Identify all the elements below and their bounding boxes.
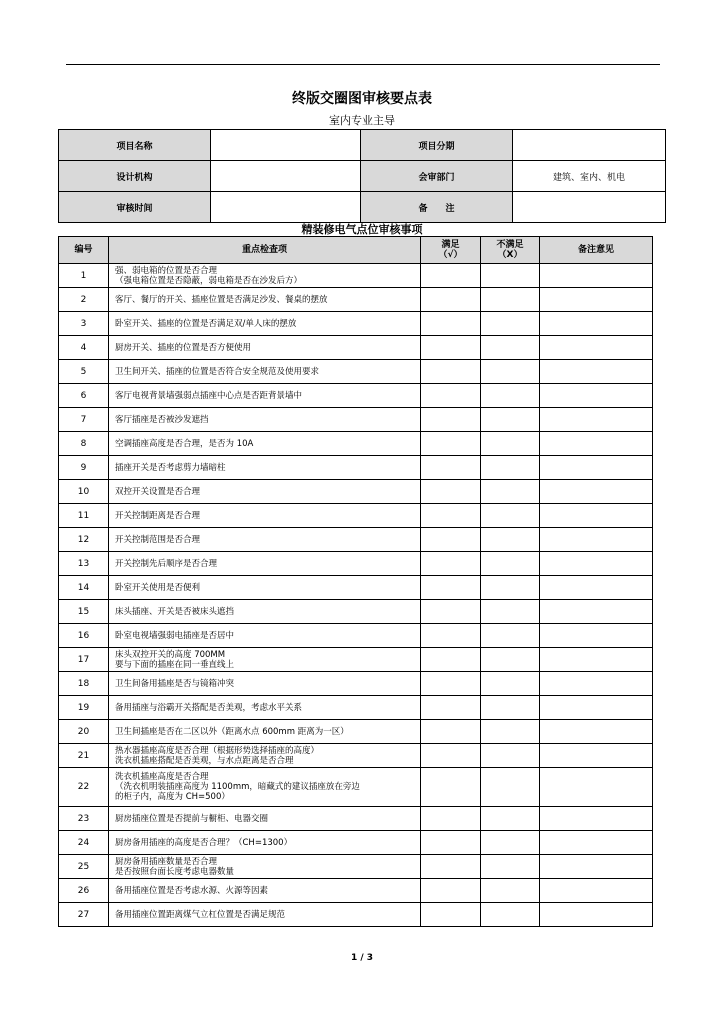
not-ok-cell (481, 312, 540, 336)
row-number: 16 (59, 624, 109, 648)
column-header-ok: 满足 （√） (421, 237, 481, 264)
not-ok-cell (481, 879, 540, 903)
column-header-num: 编号 (59, 237, 109, 264)
check-item: 客厅、餐厅的开关、插座位置是否满足沙发、餐桌的摆放 (109, 288, 421, 312)
table-row (59, 264, 653, 288)
row-number: 6 (59, 384, 109, 408)
table-row (59, 696, 653, 720)
check-item: 床头插座、开关是否被床头遮挡 (109, 600, 421, 624)
ok-cell (421, 720, 481, 744)
ok-cell (421, 768, 481, 807)
check-item: 客厅电视背景墙强弱点插座中心点是否距背景墙中 (109, 384, 421, 408)
notes-cell (540, 600, 653, 624)
check-item: 卧室开关、插座的位置是否满足双/单人床的摆放 (109, 312, 421, 336)
not-ok-cell (481, 576, 540, 600)
not-ok-cell (481, 831, 540, 855)
notes-cell (540, 768, 653, 807)
ok-cell (421, 528, 481, 552)
notes-cell (540, 456, 653, 480)
table-row (59, 855, 653, 879)
table-row (59, 552, 653, 576)
table-row (59, 903, 653, 927)
row-number: 19 (59, 696, 109, 720)
checklist-body (59, 264, 653, 927)
table-row (59, 720, 653, 744)
review-time-value (211, 192, 361, 223)
page-number: 1 / 3 (350, 953, 374, 963)
notes-cell (540, 807, 653, 831)
not-ok-cell (481, 432, 540, 456)
ok-cell (421, 480, 481, 504)
info-row (59, 192, 666, 223)
ok-cell (421, 600, 481, 624)
design-org-label: 设计机构 (59, 161, 211, 192)
row-number: 13 (59, 552, 109, 576)
ok-cell (421, 384, 481, 408)
notes-cell (540, 552, 653, 576)
row-number: 24 (59, 831, 109, 855)
check-item: 备用插座位置是否考虑水源、火源等因素 (109, 879, 421, 903)
check-item: 卫生间插座是否在二区以外（距离水点 600mm 距离为一区） (109, 720, 421, 744)
review-dept-value: 建筑、室内、机电 (513, 161, 666, 192)
ok-cell (421, 855, 481, 879)
row-number: 4 (59, 336, 109, 360)
project-name-value (211, 130, 361, 161)
check-item: 开关控制范围是否合理 (109, 528, 421, 552)
ok-cell (421, 312, 481, 336)
check-item: 客厅插座是否被沙发遮挡 (109, 408, 421, 432)
not-ok-cell (481, 807, 540, 831)
check-item: 开关控制距离是否合理 (109, 504, 421, 528)
not-ok-cell (481, 384, 540, 408)
notes-cell (540, 879, 653, 903)
ok-cell (421, 672, 481, 696)
ok-cell (421, 879, 481, 903)
not-ok-cell (481, 456, 540, 480)
not-ok-cell (481, 744, 540, 768)
check-item: 厨房备用插座数量是否合理 是否按照台面长度考虑电器数量 (109, 855, 421, 879)
table-row (59, 879, 653, 903)
check-item: 插座开关是否考虑剪力墙暗柱 (109, 456, 421, 480)
remarks-value (513, 192, 666, 223)
document-title: 终版交圈图审核要点表 (292, 91, 432, 107)
project-phase-label: 项目分期 (361, 130, 513, 161)
table-row (59, 744, 653, 768)
row-number: 10 (59, 480, 109, 504)
check-item: 卧室开关使用是否便利 (109, 576, 421, 600)
notes-cell (540, 624, 653, 648)
notes-cell (540, 528, 653, 552)
notes-cell (540, 384, 653, 408)
not-ok-cell (481, 480, 540, 504)
table-row (59, 648, 653, 672)
ok-cell (421, 807, 481, 831)
row-number: 8 (59, 432, 109, 456)
table-row (59, 408, 653, 432)
table-row (59, 384, 653, 408)
notes-cell (540, 696, 653, 720)
checklist-table (58, 236, 653, 927)
ok-cell (421, 360, 481, 384)
row-number: 18 (59, 672, 109, 696)
document-subtitle: 室内专业主导 (329, 114, 395, 127)
row-number: 12 (59, 528, 109, 552)
row-number: 5 (59, 360, 109, 384)
row-number: 3 (59, 312, 109, 336)
row-number: 15 (59, 600, 109, 624)
checklist-header-row (59, 237, 653, 264)
not-ok-cell (481, 768, 540, 807)
check-item: 热水器插座高度是否合理（根据形势选择插座的高度） 洗衣机插座搭配是否美观，与水点距离是否合理 (109, 744, 421, 768)
not-ok-cell (481, 264, 540, 288)
ok-cell (421, 903, 481, 927)
check-item: 强、弱电箱的位置是否合理 （强电箱位置是否隐蔽，弱电箱是否在沙发后方） (109, 264, 421, 288)
not-ok-cell (481, 696, 540, 720)
notes-cell (540, 672, 653, 696)
row-number: 14 (59, 576, 109, 600)
notes-cell (540, 408, 653, 432)
row-number: 11 (59, 504, 109, 528)
notes-cell (540, 264, 653, 288)
check-item: 开关控制先后顺序是否合理 (109, 552, 421, 576)
review-dept-label: 会审部门 (361, 161, 513, 192)
table-row (59, 288, 653, 312)
section-title: 精装修电气点位审核事项 (301, 223, 423, 236)
check-item: 洗衣机插座高度是否合理 （洗衣机明装插座高度为 1100mm，暗藏式的建议插座放在旁边 的柜子内，高度为 CH=500） (109, 768, 421, 807)
notes-cell (540, 336, 653, 360)
not-ok-cell (481, 408, 540, 432)
not-ok-cell (481, 528, 540, 552)
ok-cell (421, 624, 481, 648)
row-number: 27 (59, 903, 109, 927)
header-rule (66, 64, 660, 65)
ok-cell (421, 696, 481, 720)
table-row (59, 432, 653, 456)
not-ok-cell (481, 336, 540, 360)
notes-cell (540, 903, 653, 927)
ok-cell (421, 456, 481, 480)
row-number: 20 (59, 720, 109, 744)
table-row (59, 504, 653, 528)
check-item: 卧室电视墙强弱电插座是否居中 (109, 624, 421, 648)
check-item: 空调插座高度是否合理，是否为 10A (109, 432, 421, 456)
not-ok-cell (481, 504, 540, 528)
row-number: 21 (59, 744, 109, 768)
table-row (59, 336, 653, 360)
table-row (59, 672, 653, 696)
design-org-value (211, 161, 361, 192)
notes-cell (540, 831, 653, 855)
check-item: 备用插座位置距离煤气立杠位置是否满足规范 (109, 903, 421, 927)
row-number: 17 (59, 648, 109, 672)
ok-cell (421, 744, 481, 768)
project-phase-value (513, 130, 666, 161)
table-row (59, 576, 653, 600)
info-row (59, 161, 666, 192)
table-row (59, 360, 653, 384)
check-item: 备用插座与浴霸开关搭配是否美观，考虑水平关系 (109, 696, 421, 720)
not-ok-cell (481, 600, 540, 624)
row-number: 1 (59, 264, 109, 288)
info-row (59, 130, 666, 161)
not-ok-cell (481, 720, 540, 744)
not-ok-cell (481, 360, 540, 384)
not-ok-cell (481, 648, 540, 672)
not-ok-cell (481, 672, 540, 696)
not-ok-cell (481, 624, 540, 648)
notes-cell (540, 744, 653, 768)
ok-cell (421, 831, 481, 855)
table-row (59, 480, 653, 504)
project-name-label: 项目名称 (59, 130, 211, 161)
column-header-item: 重点检查项 (109, 237, 421, 264)
check-item: 双控开关设置是否合理 (109, 480, 421, 504)
ok-cell (421, 504, 481, 528)
notes-cell (540, 648, 653, 672)
notes-cell (540, 432, 653, 456)
table-row (59, 528, 653, 552)
notes-cell (540, 720, 653, 744)
table-row (59, 831, 653, 855)
ok-cell (421, 336, 481, 360)
ok-cell (421, 408, 481, 432)
remarks-label: 备 注 (361, 192, 513, 223)
check-item: 床头双控开关的高度 700MM 要与下面的插座在同一垂直线上 (109, 648, 421, 672)
notes-cell (540, 288, 653, 312)
table-row (59, 456, 653, 480)
ok-cell (421, 288, 481, 312)
notes-cell (540, 855, 653, 879)
row-number: 26 (59, 879, 109, 903)
table-row (59, 312, 653, 336)
check-item: 厨房插座位置是否提前与橱柜、电器交圈 (109, 807, 421, 831)
check-item: 厨房开关、插座的位置是否方便使用 (109, 336, 421, 360)
row-number: 25 (59, 855, 109, 879)
column-header-not-ok: 不满足 （X） (481, 237, 540, 264)
ok-cell (421, 264, 481, 288)
row-number: 22 (59, 768, 109, 807)
ok-cell (421, 552, 481, 576)
review-time-label: 审核时间 (59, 192, 211, 223)
row-number: 7 (59, 408, 109, 432)
table-row (59, 807, 653, 831)
notes-cell (540, 360, 653, 384)
row-number: 2 (59, 288, 109, 312)
table-row (59, 768, 653, 807)
notes-cell (540, 312, 653, 336)
table-row (59, 600, 653, 624)
notes-cell (540, 504, 653, 528)
ok-cell (421, 576, 481, 600)
column-header-notes: 备注意见 (540, 237, 653, 264)
project-info-table (58, 129, 666, 223)
row-number: 9 (59, 456, 109, 480)
row-number: 23 (59, 807, 109, 831)
check-item: 厨房备用插座的高度是否合理？（CH=1300） (109, 831, 421, 855)
notes-cell (540, 480, 653, 504)
ok-cell (421, 648, 481, 672)
not-ok-cell (481, 288, 540, 312)
not-ok-cell (481, 903, 540, 927)
ok-cell (421, 432, 481, 456)
notes-cell (540, 576, 653, 600)
check-item: 卫生间备用插座是否与镜箱冲突 (109, 672, 421, 696)
check-item: 卫生间开关、插座的位置是否符合安全规范及使用要求 (109, 360, 421, 384)
not-ok-cell (481, 552, 540, 576)
not-ok-cell (481, 855, 540, 879)
table-row (59, 624, 653, 648)
